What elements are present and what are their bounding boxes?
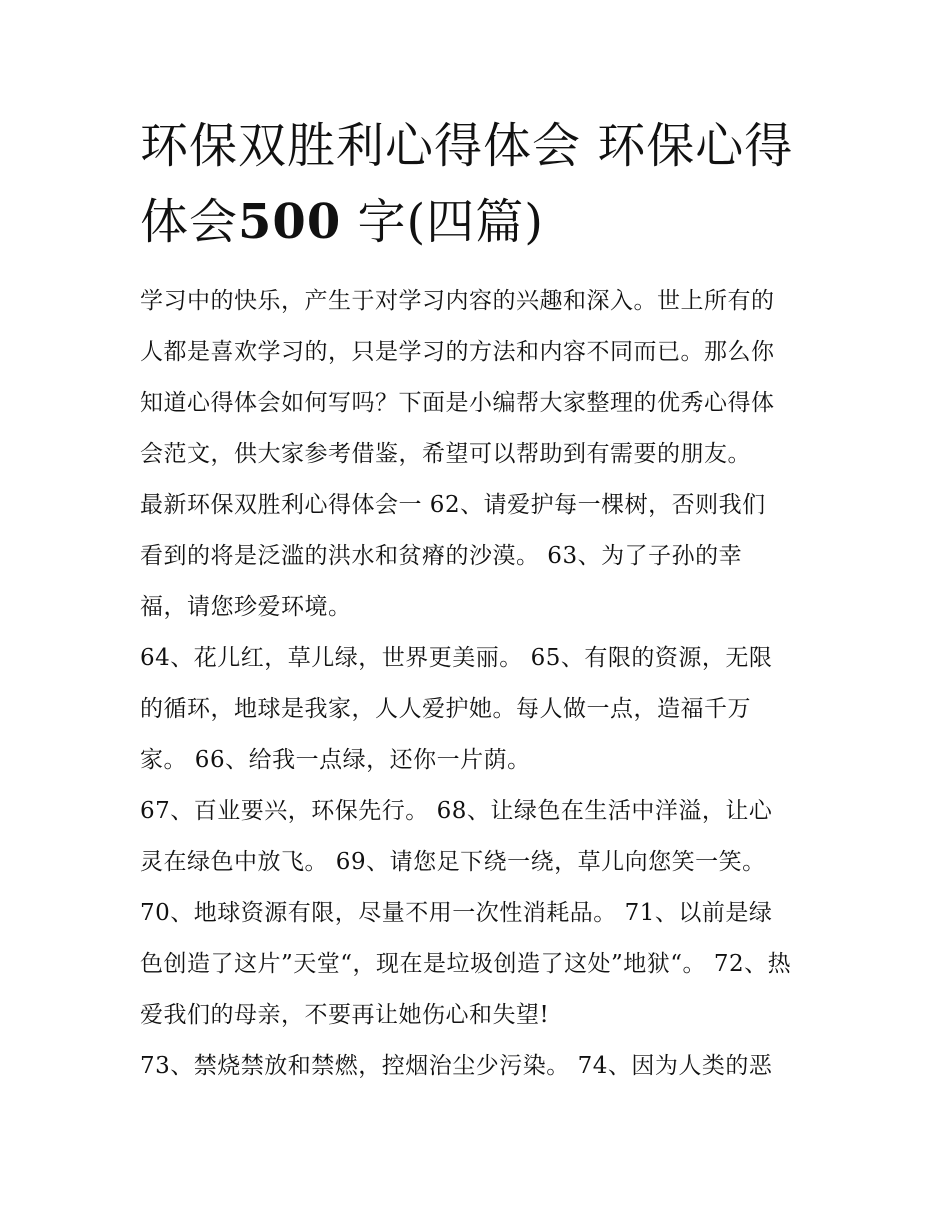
text-line: 人都是喜欢学习的，只是学习的方法和内容不同而已。那么你 <box>140 339 775 365</box>
paragraph <box>140 276 830 480</box>
text-line: 福，请您珍爱环境。 <box>140 594 352 620</box>
paragraph <box>140 888 830 1041</box>
text-line: 爱我们的母亲，不要再让她伤心和失望! <box>140 1002 550 1028</box>
page-title <box>140 108 830 260</box>
text-line: 最新环保双胜利心得体会一 62、请爱护每一棵树，否则我们 <box>140 492 766 518</box>
text-line: 学习中的快乐，产生于对学习内容的兴趣和深入。世上所有的 <box>140 288 775 314</box>
text-line: 知道心得体会如何写吗？下面是小编帮大家整理的优秀心得体 <box>140 390 775 416</box>
title-line-2c: 字(四篇) <box>357 194 544 250</box>
paragraph <box>140 786 830 888</box>
text-line: 73、禁烧禁放和禁燃，控烟治尘少污染。 74、因为人类的恶 <box>140 1053 773 1079</box>
title-number: 500 <box>238 194 342 250</box>
text-line: 色创造了这片”天堂“，现在是垃圾创造了这处”地狱“。 72、热 <box>140 951 792 977</box>
text-line: 会范文，供大家参考借鉴，希望可以帮助到有需要的朋友。 <box>140 441 751 467</box>
title-line-2a: 体会 <box>140 194 239 250</box>
document-body <box>140 276 830 1092</box>
text-line: 67、百业要兴，环保先行。 68、让绿色在生活中洋溢，让心 <box>140 798 773 824</box>
paragraph <box>140 633 830 786</box>
text-line: 灵在绿色中放飞。 69、请您足下绕一绕，草儿向您笑一笑。 <box>140 849 766 875</box>
text-line: 家。 66、给我一点绿，还你一片荫。 <box>140 747 531 773</box>
text-line: 看到的将是泛滥的洪水和贫瘠的沙漠。 63、为了子孙的幸 <box>140 543 743 569</box>
title-line-1: 环保双胜利心得体会 环保心得 <box>140 118 794 174</box>
paragraph <box>140 480 830 633</box>
paragraph <box>140 1041 830 1092</box>
text-line: 64、花儿红，草儿绿，世界更美丽。 65、有限的资源，无限 <box>140 645 773 671</box>
text-line: 的循环，地球是我家，人人爱护她。每人做一点，造福千万 <box>140 696 751 722</box>
text-line: 70、地球资源有限，尽量不用一次性消耗品。 71、以前是绿 <box>140 900 773 926</box>
